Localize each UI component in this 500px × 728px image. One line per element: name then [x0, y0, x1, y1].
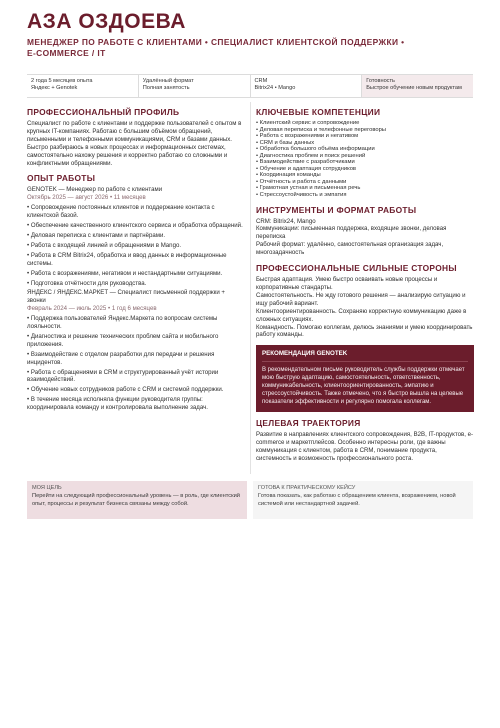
competencies-heading: КЛЮЧЕВЫЕ КОМПЕТЕНЦИИ	[256, 107, 381, 117]
candidate-name: АЗА ОЗДОЕВА	[27, 10, 186, 33]
job-genotek	[27, 186, 245, 287]
competency-item: • Координация команды	[256, 172, 321, 179]
tools-line: Коммуникации: письменная поддержка, входящие звонки, деловая переписка	[256, 225, 447, 241]
job-bullet: • Работа с входящей линией и обращениями в Mango.	[27, 241, 182, 249]
profile-heading: ПРОФЕССИОНАЛЬНЫЙ ПРОФИЛЬ	[27, 107, 180, 117]
job-bullet: • В течение месяца исполняла функции руководителя группы: координировала команду и контролировала выполнение задач.	[27, 396, 208, 412]
info-experience-years: 2 года 5 месяцев опыта	[31, 78, 93, 84]
competency-item: • Диагностика проблем и поиск решений	[256, 152, 366, 159]
case-block	[253, 481, 473, 519]
competency-item: • Стрессоустойчивость и эмпатия	[256, 192, 347, 199]
info-crm	[251, 75, 363, 97]
info-crm-label: CRM	[254, 78, 268, 84]
competency-item: • Отчётность и работа с данными	[256, 178, 347, 185]
job-bullet: • Обучение новых сотрудников работе с CRM и системой поддержки.	[27, 386, 224, 394]
trajectory-text: Развитие в направлениях клиентского сопровождения, B2B, IT-продуктов, e-commerce и маркетплейсов. Особенно интересны роли, где важны коммуникация с клиентом, работа в CRM, понимание продукта, системность и возможность профессионального роста.	[256, 431, 474, 463]
tools-heading: ИНСТРУМЕНТЫ И ФОРМАТ РАБОТЫ	[256, 204, 417, 215]
right-column	[256, 107, 474, 469]
profile-section	[27, 107, 245, 167]
job-bullet: • Работа с обращениями в CRM и структурированный учёт истории взаимодействий.	[27, 368, 219, 384]
job-bullet: • Обеспечение качественного клиентского сервиса и обработка обращений.	[27, 222, 243, 230]
job-role: ЯНДЕКС / ЯНДЕКС.МАРКЕТ — Специалист письменной поддержки + звонки	[27, 289, 225, 305]
info-readiness	[362, 75, 473, 97]
strengths-section	[256, 263, 474, 339]
competency-item: • CRM и базы данных	[256, 139, 315, 146]
info-experience	[27, 75, 139, 97]
trajectory-heading: ЦЕЛЕВАЯ ТРАЕКТОРИЯ	[256, 418, 361, 429]
info-experience-companies: Яндекс + Genotek	[31, 85, 78, 92]
profile-text: Специалист по работе с клиентами и поддержке пользователей с опытом в крупных IT-компаниях. Работаю с большим объёмом обращений, письменными и телефонными коммуникациями, CRM и базами данных. Быстро разбираюсь в новых процессах и информационных системах, самостоятельно нахожу решения и корректно работаю со сложными и конфликтными обращениями.	[27, 120, 242, 167]
info-strip	[27, 74, 473, 98]
job-period: Февраль 2024 — июль 2025 • 1 год 6 месяцев	[27, 305, 157, 313]
experience-heading: ОПЫТ РАБОТЫ	[27, 173, 96, 184]
tools-section	[256, 205, 474, 258]
goal-heading: МОЯ ЦЕЛЬ	[32, 485, 62, 491]
left-column	[27, 107, 245, 418]
competency-item: • Обучение и адаптация сотрудников	[256, 165, 357, 172]
experience-section	[27, 173, 245, 412]
trajectory-section	[256, 418, 474, 463]
job-bullet: • Работа с возражениями, негативом и нестандартными ситуациями.	[27, 269, 223, 277]
info-readiness-label: Готовность	[366, 78, 395, 84]
recommendation-text: В рекомендательном письме руководитель службы поддержки отмечает мою быструю адаптацию, самостоятельность, ответственность, коммуникабельность, клиентоориентированность, эмпатию и стрессоустойчивость. Также отмечено, что я быстро вышла на целевые показатели эффективности и регулярно помогала коллегам.	[262, 367, 465, 405]
strength-line: Клиентоориентированность. Сохраняю корректную коммуникацию даже в сложных ситуациях.	[256, 307, 467, 323]
job-bullet: • Работа в CRM Bitrix24, обработка и ввод данных в информационные системы.	[27, 251, 227, 267]
case-heading: ГОТОВА К ПРАКТИЧЕСКОМУ КЕЙСУ	[258, 485, 356, 491]
job-bullet: • Сопровождение постоянных клиентов и поддержание контакта с клиентской базой.	[27, 204, 215, 220]
competency-item: • Взаимодействие с разработчиками	[256, 159, 355, 166]
recommendation-box	[256, 345, 474, 412]
job-bullet: • Подготовка отчётности для руководства.	[27, 279, 147, 287]
strength-line: Самостоятельность. Не жду готового решения — анализирую ситуацию и ищу рабочий вариант.	[256, 291, 466, 307]
info-format-fulltime: Полная занятость	[142, 85, 190, 92]
competency-item: • Обработка большого объёма информации	[256, 146, 375, 153]
tools-line: CRM: Bitrix24, Mango	[256, 217, 316, 225]
headline-line-2: E-COMMERCE / IT	[27, 48, 106, 58]
competencies-section	[256, 107, 474, 199]
top-bar	[0, 0, 500, 10]
recommendation-heading: РЕКОМЕНДАЦИЯ GENOTEK	[262, 350, 468, 362]
competency-item: • Грамотная устная и письменная речь	[256, 185, 361, 192]
info-readiness-value: Быстрое обучение новым продуктам	[366, 85, 462, 92]
job-bullet: • Взаимодействие с отделом разработки для передачи и решения инцидентов.	[27, 350, 215, 366]
job-period: Октябрь 2025 — август 2026 • 11 месяцев	[27, 194, 146, 202]
job-bullet: • Деловая переписка с клиентами и партнёрами.	[27, 231, 166, 239]
case-text: Готова показать, как работаю с обращением клиента, возражением, новой системой или нестандартной задачей.	[258, 493, 456, 507]
goal-text: Перейти на следующий профессиональный уровень — в роль, где клиентский опыт, процессы и результат бизнеса связаны между собой.	[32, 493, 240, 507]
info-format	[139, 75, 251, 97]
column-divider	[250, 102, 251, 474]
resume-header	[27, 10, 477, 59]
competency-item: • Деловая переписка и телефонные переговоры	[256, 126, 386, 133]
competency-item: • Клиентский сервис и сопровождение	[256, 120, 360, 126]
info-format-remote: Удалённый формат	[142, 78, 194, 84]
job-role: GENOTEK — Менеджер по работе с клиентами	[27, 186, 163, 194]
info-crm-tools: Bitrix24 • Mango	[254, 85, 296, 92]
goal-block	[27, 481, 247, 519]
job-bullet: • Поддержка пользователей Яндекс.Маркета по вопросам системы лояльности.	[27, 315, 218, 331]
strengths-heading: ПРОФЕССИОНАЛЬНЫЕ СИЛЬНЫЕ СТОРОНЫ	[256, 263, 457, 274]
headline-line-1: МЕНЕДЖЕР ПО РАБОТЕ С КЛИЕНТАМИ • СПЕЦИАЛИСТ КЛИЕНТСКОЙ ПОДДЕРЖКИ •	[27, 37, 405, 47]
footer-blocks	[27, 481, 473, 519]
job-yandex	[27, 289, 245, 412]
job-bullet: • Диагностика и решение технических проблем сайта и мобильного приложения.	[27, 332, 219, 348]
competency-item: • Работа с возражениями и негативом	[256, 133, 359, 140]
strength-line: Командность. Помогаю коллегам, делюсь знаниями и умею координировать работу команды.	[256, 323, 473, 339]
tools-line: Рабочий формат: удалённо, самостоятельная организация задач, многозадачность	[256, 241, 444, 257]
strength-line: Быстрая адаптация. Умею быстро осваивать новые процессы и корпоративные стандарты.	[256, 276, 438, 291]
